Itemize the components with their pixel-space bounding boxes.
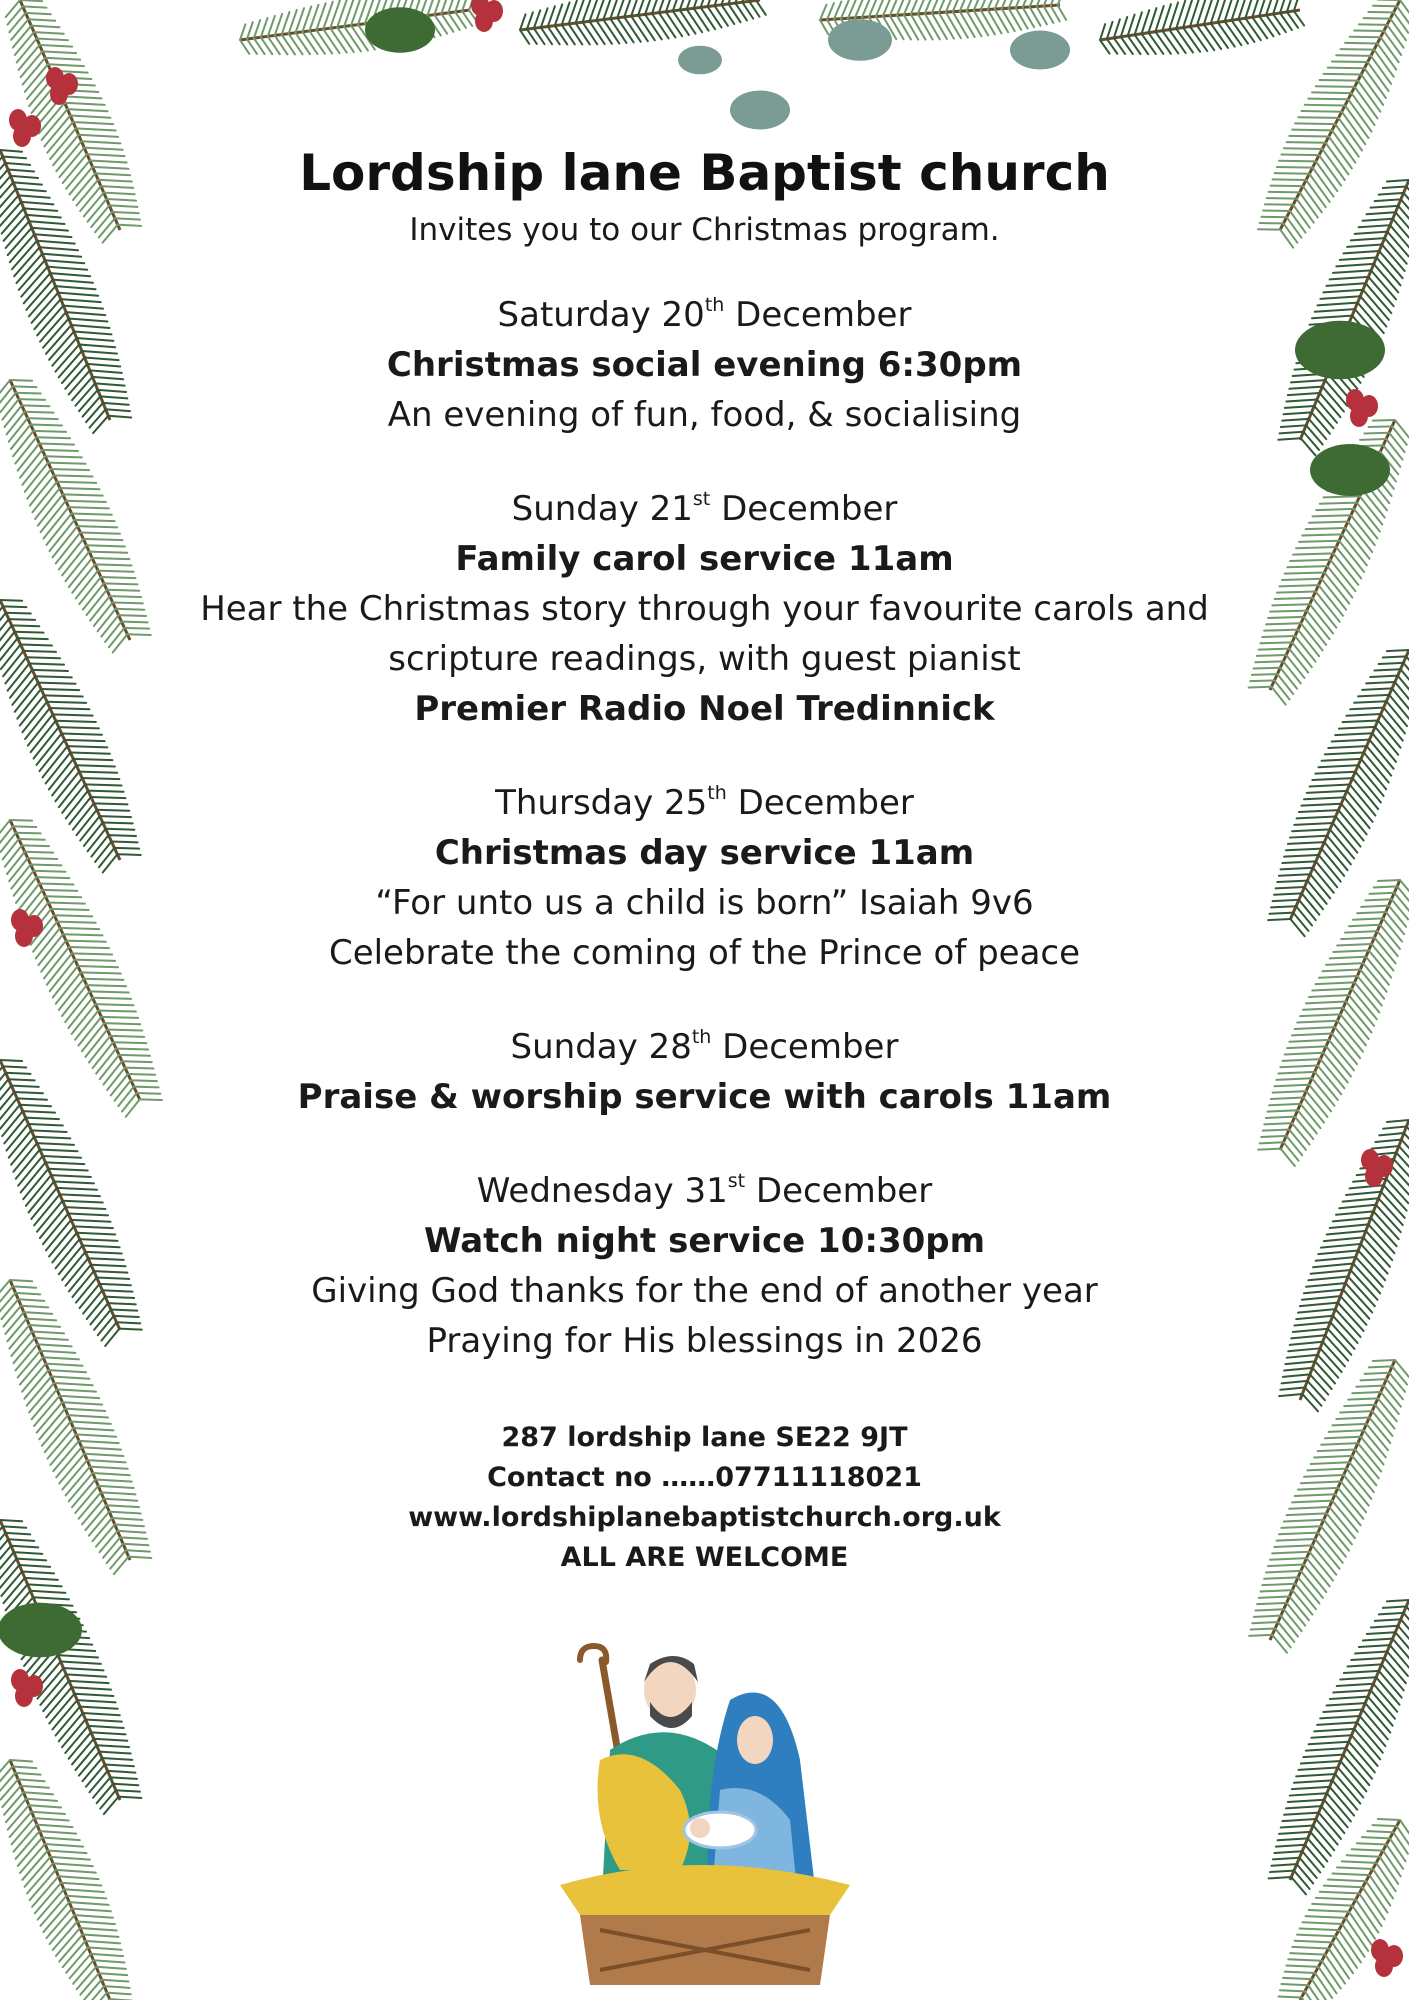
event-date-month: December — [710, 489, 898, 529]
event-guest: Premier Radio Noel Tredinnick — [414, 689, 995, 729]
event-item — [170, 778, 1239, 978]
event-item — [170, 290, 1239, 440]
event-title: Christmas social evening 6:30pm — [386, 345, 1023, 385]
event-date-day: Sunday 21 — [511, 489, 693, 529]
page-title: Lordship lane Baptist church — [299, 144, 1110, 202]
event-title: Family carol service 11am — [455, 539, 954, 579]
event-date-suffix: th — [704, 294, 725, 316]
event-date — [170, 484, 1239, 534]
events-list — [170, 290, 1239, 1366]
event-date-month: December — [726, 783, 914, 823]
event-title: Watch night service 10:30pm — [423, 1221, 986, 1261]
page-subtitle: Invites you to our Christmas program. — [409, 212, 1000, 248]
event-date-suffix: st — [727, 1170, 746, 1192]
contact-number: Contact no ……07711118021 — [487, 1462, 922, 1493]
event-date-suffix: th — [707, 782, 727, 804]
event-date-day: Sunday 28 — [510, 1027, 692, 1067]
flyer-content — [170, 138, 1239, 1578]
address: 287 lordship lane SE22 9JT — [501, 1422, 908, 1453]
event-date — [170, 290, 1239, 340]
event-description: An evening of fun, food, & socialising — [387, 395, 1022, 435]
event-item — [170, 1166, 1239, 1366]
event-description: “For unto us a child is born” Isaiah 9v6 — [375, 883, 1034, 923]
event-date-month: December — [745, 1171, 933, 1211]
event-date-suffix: th — [691, 1026, 712, 1048]
event-title: Christmas day service 11am — [434, 833, 975, 873]
event-date-suffix: st — [692, 488, 711, 510]
nativity-scene-icon — [540, 1640, 870, 1990]
event-date — [170, 1166, 1239, 1216]
event-date-month: December — [724, 295, 912, 335]
event-description: Hear the Christmas story through your favourite carols and — [200, 589, 1209, 629]
event-description: scripture readings, with guest pianist — [388, 639, 1021, 679]
welcome-text: ALL ARE WELCOME — [560, 1542, 849, 1573]
event-date — [170, 778, 1239, 828]
event-description: Praying for His blessings in 2026 — [426, 1321, 983, 1361]
event-title: Praise & worship service with carols 11am — [297, 1077, 1112, 1117]
event-date-day: Wednesday 31 — [476, 1171, 728, 1211]
event-date-day: Thursday 25 — [495, 783, 708, 823]
event-item — [170, 1022, 1239, 1122]
event-date-day: Saturday 20 — [497, 295, 705, 335]
website-link[interactable]: www.lordshiplanebaptistchurch.org.uk — [408, 1502, 1001, 1533]
event-date-month: December — [711, 1027, 899, 1067]
event-item — [170, 484, 1239, 734]
event-description: Giving God thanks for the end of another year — [311, 1271, 1098, 1311]
event-date — [170, 1022, 1239, 1072]
contact-footer — [170, 1418, 1239, 1578]
event-description: Celebrate the coming of the Prince of peace — [328, 933, 1081, 973]
